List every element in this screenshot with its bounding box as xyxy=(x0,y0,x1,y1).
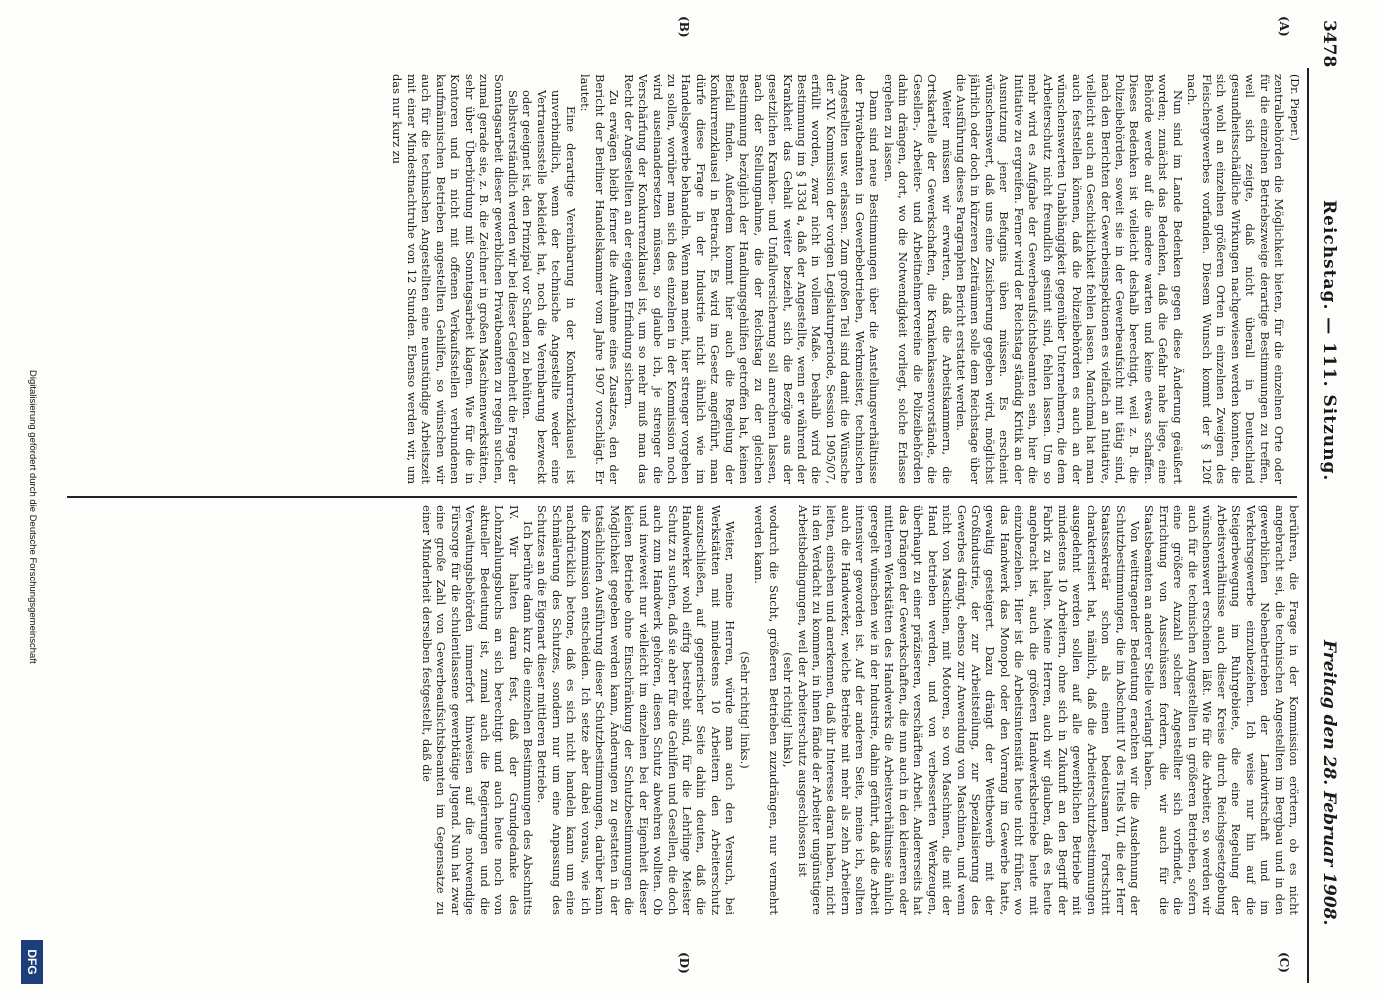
margin-mark-b: (B) xyxy=(677,16,691,38)
dfg-logo: DFG xyxy=(21,940,43,984)
paragraph: Ich berühre dann kurz die einzelnen Bestimmungen des Abschnitts IV. Wir halten daran fest, daß der Grundgedanke des Lohnzahlungsbuchs an sich berechtigt und auch heute noch von aktueller Bedeutung ist, zumal auch die Regierungen und die Verwaltungsbehörden immerfort hinweisen auf die notwendige Fürsorge für die schulentlassene gewerbtätige Jugend. Nun hat zwar eine große Zahl von Gewerbeaufsichtsbeamten im Gegensatze zu einer Minderheit derselben festgestellt, daß die xyxy=(419,505,535,915)
paragraph: Weiter müssen wir erwarten, daß die Arbeitskammern, die Ortskartelle der Gewerkschaften, die Krankenkassenvorstände, die Gesellen-, Arbeiter- und Arbeitnehmervereine die Polizeibehörden dahin drängen, dort, wo die Notwendigkeit vorliegt, solche Erlasse ergehen zu lassen. xyxy=(881,74,954,484)
paragraph: Dann sind neue Bestimmungen über die Anstellungsverhältnisse der Privatbeamten in Gewerbebetrieben, Werkmeister, technischen Angestellten usw. erlassen. Zum großen Teil sind damit die Wünsche der XIV. Kommission der vorigen Legislaturperiode, Session 1905/07, erfüllt worden, zwar nicht in vollem Maße. Deshalb wird die Bestimmung im § 133d a, daß der Angestellte, wenn er während der Krankheit das Gehalt weiter bezieht, sich die Bezüge aus der gesetzlichen Kranken- und Unfallversicherung soll anrechnen lassen, nach der Stellungnahme, die der Reichstag zu der gleichen Bestimmung bezüglich der Handlungsgehilfen getroffen hat, keinen Beifall finden. Außerdem kommt hier auch die Regelung der Konkurrenzklausel in Betracht. Es wird im Gesetz angeführt, man dürfe diese Frage in der Industrie nicht ähnlich wie im Handelsgewerbe behandeln. Wenn man meint, hier strenger vorgehen zu sollen, worüber man sich des einzelnen in der Kommission noch wird auseinandersetzen müssen, so glaube ich, je strenger die Verschärfung der Konkurrenzklausel ist, um so mehr muß man das Recht der Angestellten an der eigenen Erfindung sichern. xyxy=(621,74,882,484)
paragraph: berühren, die Frage in der Kommission erörtern, ob es nicht angebracht sei, die technischen Angestellten im Bergbau und in den gewerblichen Nebenbetrieben der Landwirtschaft und im Verkehrsgewerbe einzubeziehen. Ich weise nur hin auf die Steigerbewegung im Ruhrgebiete, die eine Regelung der Arbeitsverhältnisse auch dieser Kreise durch Reichsgesetzgebung wünschenswert erscheinen läßt. Wie für die Arbeiter, so werden wir auch für die technischen Angestellten in größeren Betrieben, sofern eine größere Anzahl solcher Angestellter sich vorfindet, die Errichtung von Ausschüssen fordern, die wir auch für die Staatsbeamten an anderer Stelle verlangt haben. xyxy=(1142,505,1301,915)
paragraph: wodurch die Sucht, größeren Betrieben zuzudrängen, nur vermehrt werden kann. xyxy=(752,505,781,915)
interjection: (sehr richtig! links), xyxy=(781,652,796,768)
header-title: Reichstag. — 111. Sitzung. xyxy=(1319,200,1339,482)
paragraph: Nun sind im Lande Bedenken gegen diese Änderung geäußert worden; zunächst das Bedenken, daß die Gefahr nahe liege, eine Behörde werde auf die andere warten und keine etwas schaffen. Dieses Bedenken ist vielleicht deshalb berechtigt, weil z. B. die Polizeibehörden, soweit sie in der Gewerbeaufsicht mit tätig sind, nach den Berichten der Gewerbeinspektionen es vielfach an Initiative, vielleicht auch an Geschicklichkeit fehlen lassen. Manchmal hat man auch feststellen können, daß die Polizeibehörden es auch an der wünschenswerten Unabhängigkeit gegenüber Unternehmern, die dem Arbeiterschutz nicht freundlich gesinnt sind, fehlen lassen. Um so mehr wird es Aufgabe der Gewerbeaufsichtsbeamten sein, hier die Initiative zu ergreifen. Ferner wird der Reichstag ständig Kritik an der Ausnutzung jener Befugnis üben müssen. Es erscheint wünschenswert, daß uns eine Zusicherung gegeben wird, möglichst jährlich oder doch in kürzeren Zeiträumen solle dem Reichstage über die Ausführung dieses Paragraphen Bericht erstattet werden. xyxy=(954,74,1185,484)
page-number: 3478 xyxy=(1319,20,1339,68)
column-divider xyxy=(67,496,1297,498)
speaker-label: (Dr. Pieper.) xyxy=(1288,74,1301,141)
page-header xyxy=(1313,0,1343,1000)
paragraph: Selbstverständlich werden wir bei dieser Gelegenheit die Frage der Sonntagsarbeit dieser gewerblichen Privatbeamten zu regeln suchen, zumal gerade sie, z. B. die Zeichner in großen Maschinenwerkstätten, sehr über Überbürdung mit Sonntagsarbeit klagen. Wie für die in Kontoren und in nicht mit offenen Verkaufsstellen verbundenen kaufmännischen Betrieben angestellten Gehilfen, so wünschen wir auch für die technischen Angestellten eine neunstündige Arbeitszeit mit einer Mindestnachtruhe von 12 Stunden. Ebenso werden wir, um das nur kurz zu xyxy=(390,74,520,484)
digitization-footer xyxy=(0,0,53,1000)
paragraph: Zu erwägen bleibt ferner die Aufnahme eines Zusatzes, den der Bericht der Berliner Handelskammer vom Jahre 1907 vorschlägt. Er lautet: xyxy=(578,74,622,484)
header-rule xyxy=(1307,68,1309,983)
funding-notice: Digitalisierung gefördert durch die Deutsche Forschungsgemeinschaft xyxy=(27,370,38,664)
header-date: Freitag den 28. Februar 1908. xyxy=(1319,640,1339,926)
paragraph: Weiter, meine Herren, würde man auch den Versuch, bei Werkstätten mit mindestens 10 Arbeitern den Arbeiterschutz auszuschließen, auf gegnerischer Seite dahin deuten, daß die Handwerker wohl eifrig bestrebt sind, für die Lehrlinge Meister Schutz zu suchen, daß sie aber für die Gehilfen und Gesellen, die doch auch zum Handwerk gehören, diesen Schutz abwehren wollten. Ob und inwieweit nur vielleicht im einzelnen bei der Eigenheit dieser kleinen Betriebe ohne Einschränkung der Schutzbestimmungen die Möglichkeit gegeben werden kann, Änderungen zu gestatten in der tatsächlichen Ausführung dieser Schutzbestimmungen, darüber kann die Kommission entscheiden. Ich setze aber dabei voraus, wie ich nachdrücklich betone, daß es sich nicht handeln kann um eine Schmälerung des Schutzes, sondern nur um eine Anpassung des Schutzes an die Eigenart dieser mittleren Betriebe. xyxy=(535,505,738,915)
margin-mark-a: (A) xyxy=(1277,16,1291,37)
right-column xyxy=(61,505,1301,915)
left-column xyxy=(61,74,1301,484)
quoted-paragraph: Eine derartige Vereinbarung in der Konkurrenzklausel ist unverbindlich, wenn der technische Angestellte weder eine Vertrauensstelle bekleidet hat, noch die Vereinbarung bezweckt oder geeignet ist, den Prinzipal vor Schaden zu behüten. xyxy=(520,90,578,484)
margin-mark-c: (C) xyxy=(1277,952,1291,973)
margin-mark-d: (D) xyxy=(677,952,691,974)
paragraph: zentralbehörden die Möglichkeit bieten, für die einzelnen Orte oder für die einzelnen Betriebszweige derartige Bestimmungen zu treffen, weil sich zeigte, daß nicht überall in Deutschland gesundheitsschädliche Wirkungen nachgewiesen werden konnten, die sich wohl an einzelnen größeren Orten in einzelnen Zweigen des Fleischergewerbes vorfanden. Diesem Wunsch kommt der § 120f nach. xyxy=(1185,74,1286,484)
interjection: (Sehr richtig! links.) xyxy=(737,651,752,769)
paragraph: Von weittragender Bedeutung erachten wir die Ausdehnung der Schutzbestimmungen, die im Abschnitt IV des Titels VII, die der Herr Staatssekretär schon als einen bedeutsamen Fortschritt charakterisiert hat, nämlich, daß die Arbeiterschutzbestimmungen ausgedehnt werden sollen auf alle gewerblichen Betriebe mit mindestens 10 Arbeitern, ohne sich in Zukunft an den Begriff der Fabrik zu halten. Meine Herren, auch wir glauben, daß es heute angebracht ist, auch die größeren Handwerksbetriebe heute mit einzubeziehen. Hier ist die Arbeitsintensität heute nicht früher, wo das Handwerk das Monopol oder den Vorrang im Gewerbe hatte, gewaltig gesteigert. Dazu drängt der Wettbewerb mit der Großindustrie, der zur Arbeitsteilung, zur Spezialisierung des Gewerbes drängt, ebenso zur Anwendung von Maschinen, und wenn nicht von Maschinen, mit Motoren, so von Maschinen, die mit der Hand betrieben werden, und von verbesserten Werkzeugen, überhaupt zu einer präziseren, verschärften Arbeit. Andererseits hat das Drängen der Gewerkschaften, die nun auch in den kleineren oder mittleren Werkstätten des Handwerks die Arbeitsverhältnisse ähnlich geregelt wünschen wie in der Industrie, dahin geführt, daß die Arbeit intensiver geworden ist. Auf der anderen Seite, meine ich, sollten auch die Handwerker, welche Betriebe mit mehr als zehn Arbeitern leiten, einsehen und anerkennen, daß ihr Interesse daran haben, nicht in den Verdacht zu kommen, in ihnen fände der Arbeiter ungünstigere Arbeitsbedingungen, weil der Arbeiterschutz ausgeschlossen ist xyxy=(795,505,1143,915)
